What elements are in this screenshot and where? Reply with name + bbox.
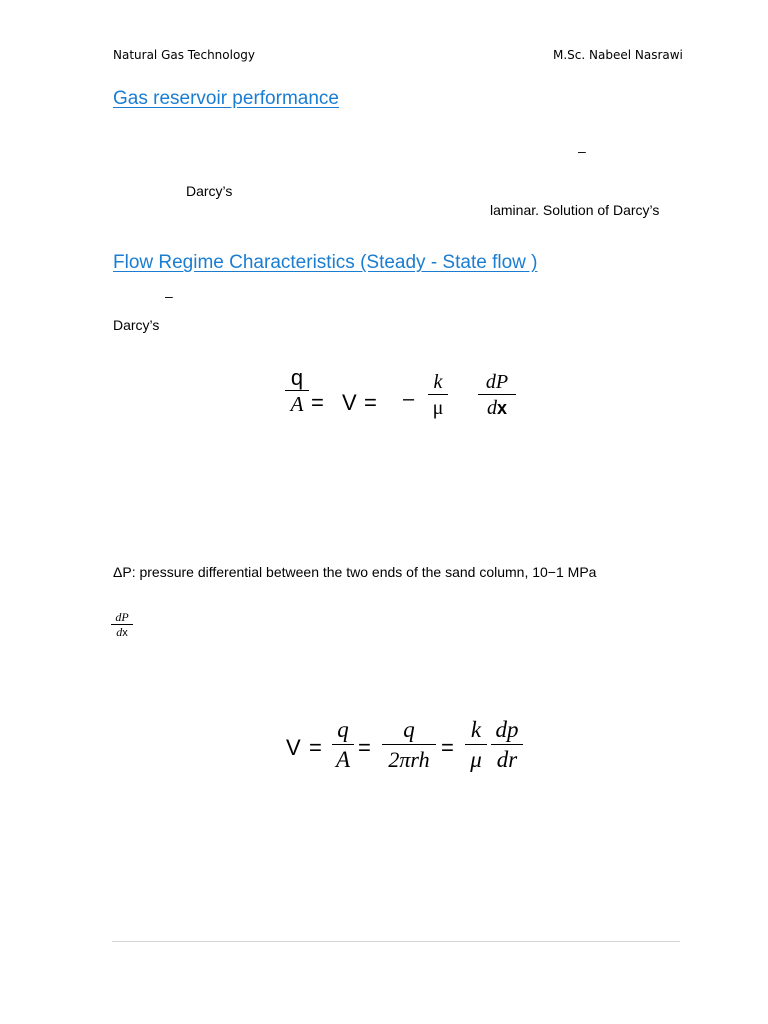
eq1-dx-x: x [496, 398, 507, 418]
delta-p-definition: ΔP: pressure differential between the two ends of the sand column, 10−1 MPa [113, 564, 597, 580]
eq1-dx-d: d [486, 397, 497, 419]
eq1-equals-2: = [364, 390, 377, 415]
eq2-frac-dp-over-dr [491, 716, 523, 775]
small-dp-dx-fraction [111, 611, 133, 640]
eq2-equals-2: = [358, 735, 371, 760]
eq2-frac-k-over-mu [465, 716, 487, 775]
header-right: M.Sc. Nabeel Nasrawi [553, 48, 683, 62]
dash-mark-2: – [165, 288, 173, 304]
eq2-frac-q-over-2pirh [382, 716, 436, 775]
eq1-mu: μ [432, 397, 444, 419]
header-left: Natural Gas Technology [113, 48, 256, 62]
small-dx-x: x [122, 627, 128, 639]
darcy-text: Darcy’s [186, 183, 233, 199]
eq1-v: V [342, 390, 357, 415]
darcy-text-2: Darcy’s [113, 317, 160, 333]
laminar-text: laminar. Solution of Darcy’s [490, 202, 660, 218]
eq2-dr: dr [496, 747, 518, 772]
eq2-mu: μ [470, 747, 482, 772]
eq2-equals-3: = [441, 735, 454, 760]
eq1-minus: – [403, 388, 415, 410]
eq2-dp: dp [495, 717, 519, 742]
dash-mark: – [578, 143, 586, 159]
eq1-frac-dp-over-dx [478, 370, 516, 423]
eq2-k: k [470, 717, 482, 742]
eq2-2pirh: 2πrh [388, 747, 430, 772]
eq1-a: A [290, 392, 304, 416]
eq1-frac-k-over-mu [428, 370, 448, 421]
eq2-a: A [335, 747, 351, 772]
eq1-frac-q-over-a [285, 366, 309, 417]
eq2-q: q [337, 717, 349, 742]
section-heading-flow-regime[interactable]: Flow Regime Characteristics (Steady - State flow ) [113, 252, 538, 273]
eq1-q: q [290, 365, 304, 390]
eq2-frac-q-over-a [332, 716, 354, 775]
footer-divider [112, 941, 680, 942]
eq2-equals-1: = [309, 735, 322, 760]
section-heading-gas-reservoir[interactable]: Gas reservoir performance [113, 88, 339, 109]
eq1-dx [487, 395, 507, 423]
eq2-v: V [286, 735, 301, 760]
eq1-dp: dP [485, 371, 509, 393]
eq2-q-2: q [403, 717, 415, 742]
small-dp: dP [115, 610, 129, 624]
eq1-k: k [433, 371, 443, 393]
eq1-equals-1: = [311, 390, 324, 415]
small-dx [116, 625, 128, 640]
small-dx-d: d [116, 625, 123, 639]
